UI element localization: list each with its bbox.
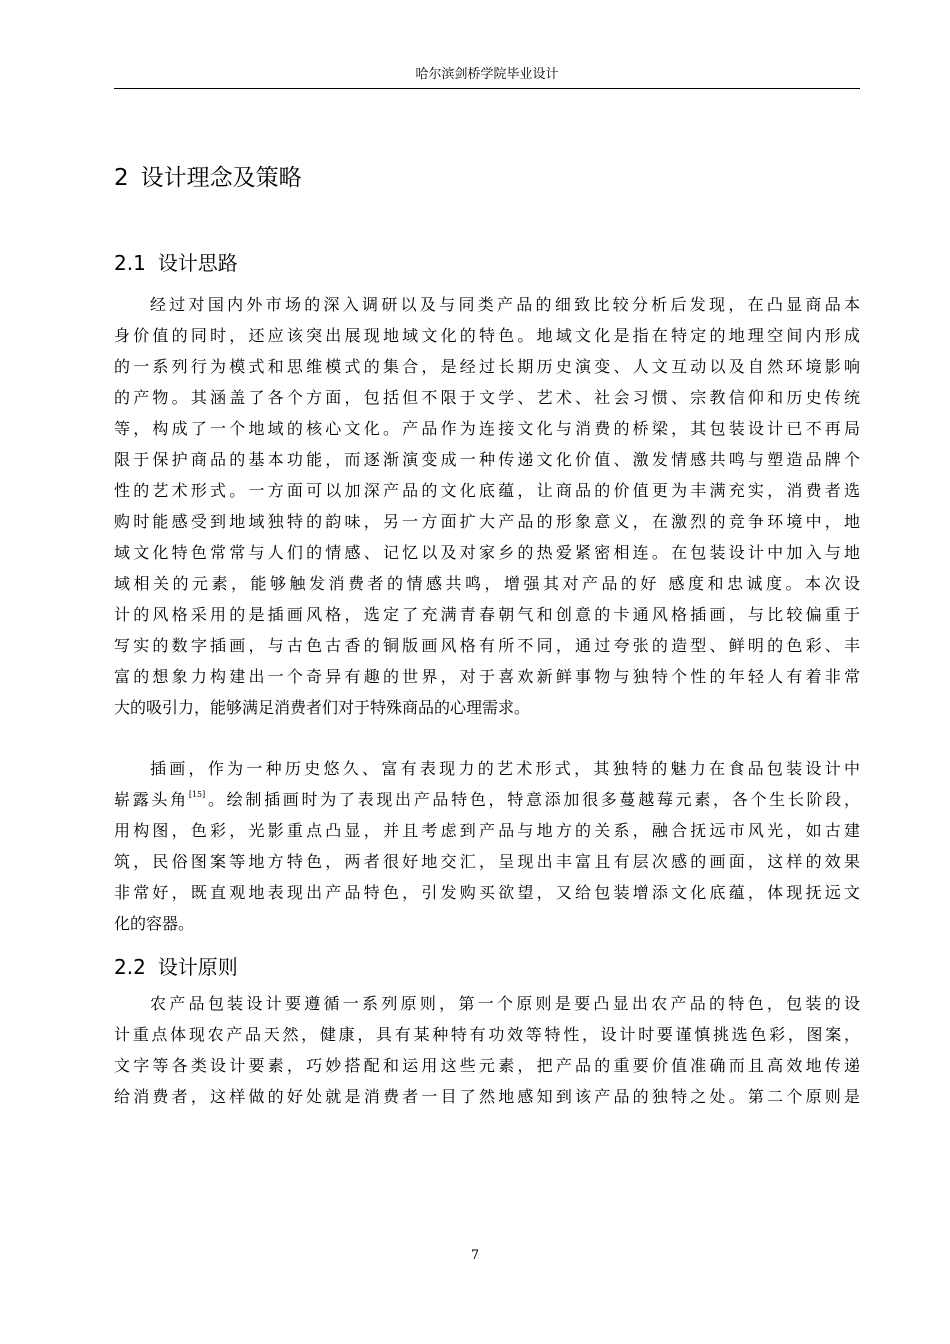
text-line: 大的吸引力，能够满足消费者们对于特殊商品的心理需求。 [114,698,531,717]
paragraph-design-idea [114,289,860,723]
section-title-text: 设计原则 [157,955,238,979]
text-fragment: 。绘制插画时为了表现出产品特色，特意添加很多蔓越莓元素，各个生长阶段， [205,790,860,809]
section-heading-2-2 [114,952,238,982]
header-text: 哈尔滨剑桥学院毕业设计 [415,67,559,82]
section-heading-2-1 [114,248,238,278]
page-header [114,66,860,89]
text-line: 限于保护商品的基本功能，而逐渐演变成一种传递文化价值、激发情感共鸣与塑造品牌个 [114,450,860,469]
chapter-title [114,162,302,194]
section-number: 2.2 [114,955,146,979]
page-number: 7 [470,1248,480,1263]
text-line: 性的艺术形式。一方面可以加深产品的文化底蕴，让商品的价值更为丰满充实，消费者选 [114,481,860,500]
text-line: 计的风格采用的是插画风格，选定了充满青春朝气和创意的卡通风格插画，与比较偏重于 [114,605,860,624]
text-line: 购时能感受到地域独特的韵味，另一方面扩大产品的形象意义，在激烈的竞争环境中，地 [114,512,860,531]
paragraph-illustration [114,753,860,939]
chapter-number: 2 [114,165,129,191]
text-line: 域文化特色常常与人们的情感、记忆以及对家乡的热爱紧密相连。在包装设计中加入与地 [114,543,860,562]
text-line: 等，构成了一个地域的核心文化。产品作为连接文化与消费的桥梁，其包装设计已不再局 [114,419,860,438]
text-line: 的一系列行为模式和思维模式的集合，是经过长期历史演变、人文互动以及自然环境影响 [114,357,860,376]
section-number: 2.1 [114,251,146,275]
text-line: 身价值的同时，还应该突出展现地域文化的特色。地域文化是指在特定的地理空间内形成 [114,326,860,345]
text-line: 域相关的元素，能够触发消费者的情感共鸣，增强其对产品的好 感度和忠诚度。本次设 [114,574,860,593]
text-line: 给消费者，这样做的好处就是消费者一目了然地感知到该产品的独特之处。第二个原则是 [114,1087,860,1106]
text-line: 富的想象力构建出一个奇异有趣的世界，对于喜欢新鲜事物与独特个性的年轻人有着非常 [114,667,860,686]
text-line: 的产物。其涵盖了各个方面，包括但不限于文学、艺术、社会习惯、宗教信仰和历史传统 [114,388,860,407]
section-title-text: 设计思路 [157,251,238,275]
text-line-with-citation [114,784,860,815]
text-line: 经过对国内外市场的深入调研以及与同类产品的细致比较分析后发现，在凸显商品本 [150,295,860,314]
text-fragment: 崭露头角 [114,790,189,809]
text-line: 写实的数字插画，与古色古香的铜版画风格有所不同，通过夸张的造型、鲜明的色彩、丰 [114,636,860,655]
text-line: 插画，作为一种历史悠久、富有表现力的艺术形式，其独特的魅力在食品包装设计中 [150,759,860,778]
text-line: 计重点体现农产品天然，健康，具有某种特有功效等特性，设计时要谨慎挑选色彩，图案， [114,1025,860,1044]
chapter-title-text: 设计理念及策略 [140,165,302,191]
text-line: 文字等各类设计要素，巧妙搭配和运用这些元素，把产品的重要价值准确而且高效地传递 [114,1056,860,1075]
text-line: 非常好，既直观地表现出产品特色，引发购买欲望，又给包装增添文化底蕴，体现抚远文 [114,883,860,902]
paragraph-design-principles [114,988,860,1112]
citation-marker: [15] [188,790,206,799]
text-line: 用构图，色彩，光影重点凸显，并且考虑到产品与地方的关系，融合抚远市风光，如古建 [114,821,860,840]
text-line: 化的容器。 [114,914,195,933]
text-line: 农产品包装设计要遵循一系列原则，第一个原则是要凸显出农产品的特色，包装的设 [150,994,860,1013]
text-line: 筑，民俗图案等地方特色，两者很好地交汇，呈现出丰富且有层次感的画面，这样的效果 [114,852,860,871]
